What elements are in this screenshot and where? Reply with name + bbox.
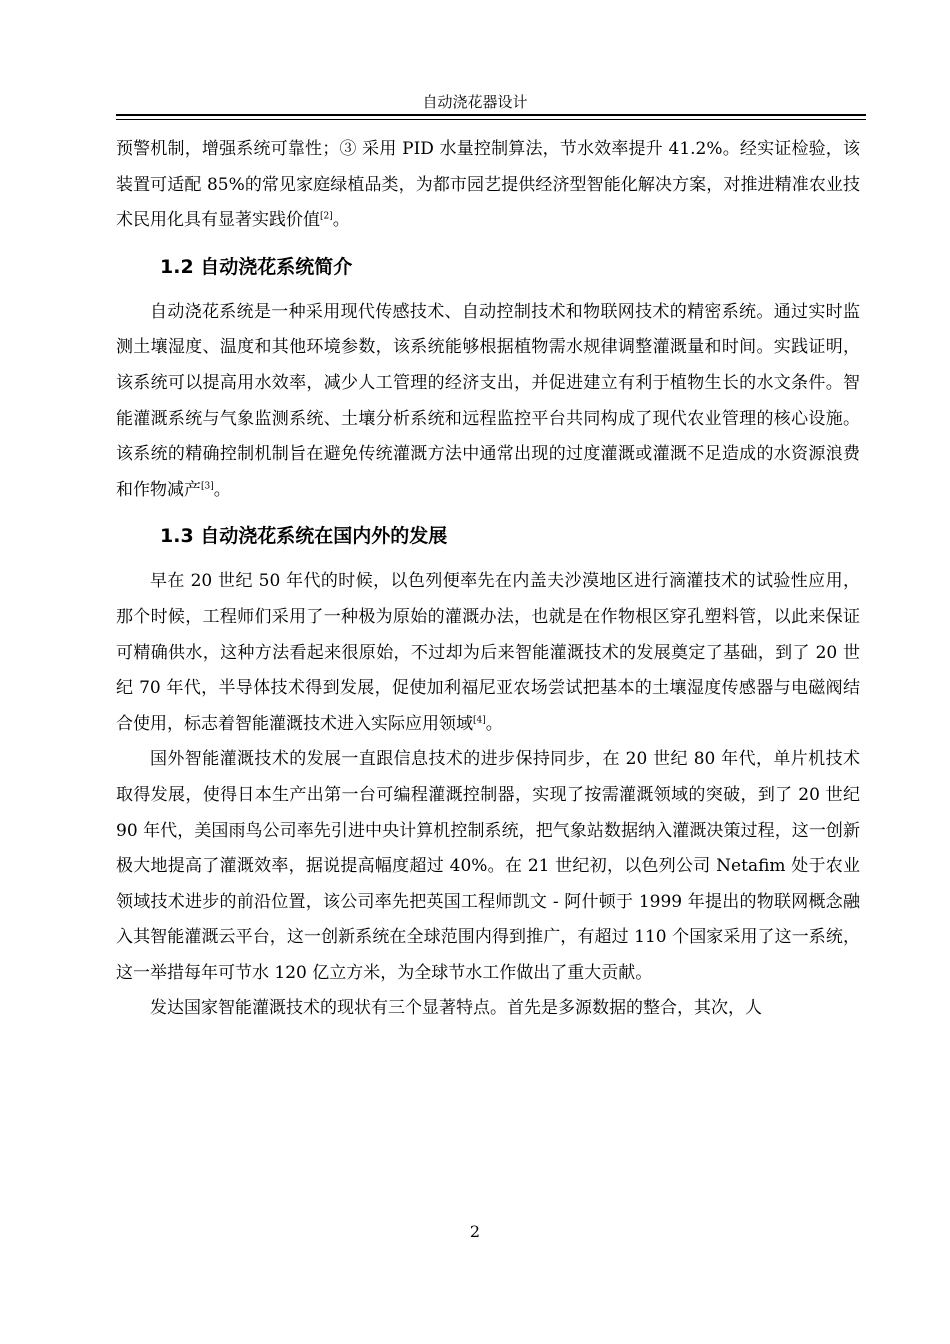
section-heading-1-3: 1.3 自动浇花系统在国内外的发展 (160, 525, 448, 548)
body-text (116, 132, 860, 1027)
paragraph-foreign-development: 国外智能灌溉技术的发展一直跟信息技术的进步保持同步，在 20 世纪 80 年代，单片机技术取得发展，使得日本生产出第一台可编程灌溉控制器，实现了按需灌溉领域的突破，到了 20 世纪 90 年代，美国雨鸟公司率先引进中央计算机控制系统，把气象站数据纳入灌溉决策过程，这一创新极大地提高了灌溉效率，据说提高幅度超过 40%。在 21 世纪初，以色列公司 Netafim 处于农业领域技术进步的前沿位置，该公司率先把英国工程师凯文 - 阿什顿于 1999 年提出的物联网概念融入其智能灌溉云平台，这一创新系统在全球范围内得到推广，有超过 110 个国家采用了这一系统，这一举措每年可节水 120 亿立方米，为全球节水工作做出了重大贡献。 (116, 749, 860, 983)
header-rule-thin (116, 119, 866, 120)
paragraph-system-intro: 自动浇花系统是一种采用现代传感技术、自动控制技术和物联网技术的精密系统。通过实时监测土壤湿度、温度和其他环境参数，该系统能够根据植物需水规律调整灌溉量和时间。实践证明，该系统可以提高用水效率，减少人工管理的经济支出，并促进建立有利于植物生长的水文条件。智能灌溉系统与气象监测系统、土壤分析系统和远程监控平台共同构成了现代农业管理的核心设施。该系统的精确控制机制旨在避免传统灌溉方法中通常出现的过度灌溉或灌溉不足造成的水资源浪费和作物减产[3]。 (116, 301, 860, 500)
citation-3: [3] (201, 481, 214, 492)
page-number: 2 (469, 1222, 481, 1241)
running-header-title: 自动浇花器设计 (422, 93, 528, 111)
citation-4: [4] (473, 715, 486, 726)
header-rule-thick (116, 114, 866, 116)
paragraph-developed-countries: 发达国家智能灌溉技术的现状有三个显著特点。首先是多源数据的整合，其次，人 (150, 998, 762, 1019)
paragraph-history: 早在 20 世纪 50 年代的时候，以色列便率先在内盖夫沙漠地区进行滴灌技术的试验性应用，那个时候，工程师们采用了一种极为原始的灌溉办法，也就是在作物根区穿孔塑料管，以此来保证可精确供水，这种方法看起来很原始，不过却为后来智能灌溉技术的发展奠定了基础，到了 20 世纪 70 年代，半导体技术得到发展，促使加利福尼亚农场尝试把基本的土壤湿度传感器与电磁阀结合使用，标志着智能灌溉技术进入实际应用领域[4]。 (116, 571, 860, 734)
section-heading-1-2: 1.2 自动浇花系统简介 (160, 255, 353, 278)
paragraph-continuation: 预警机制，增强系统可靠性；③ 采用 PID 水量控制算法，节水效率提升 41.2%。经实证检验，该装置可适配 85%的常见家庭绿植品类，为都市园艺提供经济型智能化解决方案，对推进精准农业技术民用化具有显著实践价值[2]。 (116, 139, 860, 231)
citation-2: [2] (320, 211, 333, 222)
